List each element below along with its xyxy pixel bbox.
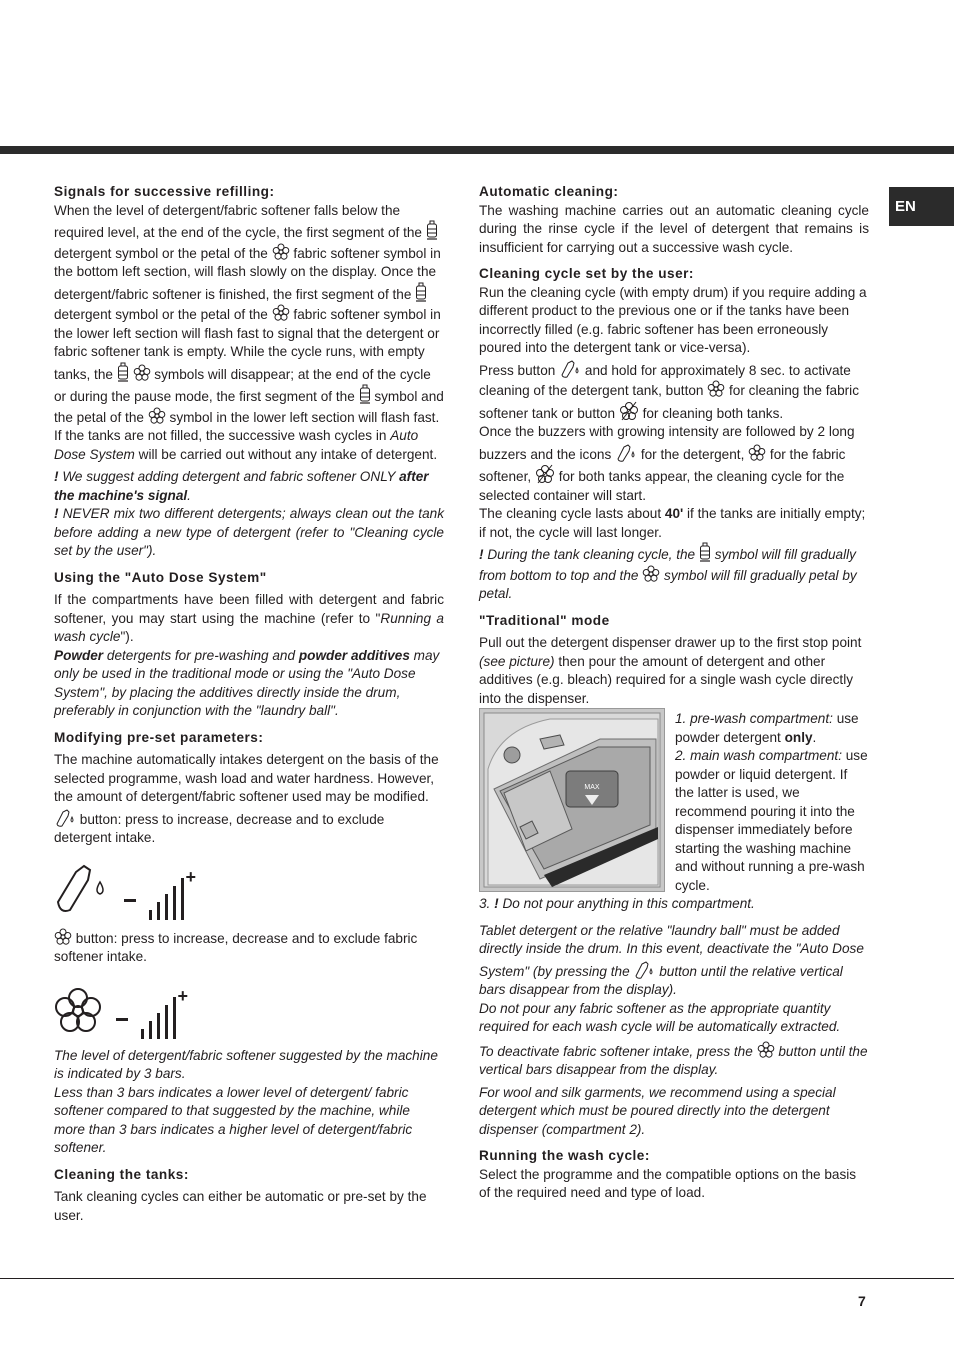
detergent-bottle-icon xyxy=(117,362,129,382)
warning-mixing: ! NEVER mix two different detergents; always clean out the tank before adding a new type of detergent (refer to "Cleaning cycle set by the user"). xyxy=(54,506,444,558)
detergent-bottle-icon xyxy=(415,282,427,302)
using-heading: Using the "Auto Dose System" xyxy=(54,569,267,585)
modify-heading: Modifying pre-set parameters: xyxy=(54,729,264,745)
language-tab: EN xyxy=(889,187,954,226)
flower-icon xyxy=(133,364,151,382)
minus-sign xyxy=(124,899,136,902)
traditional-heading: "Traditional" mode xyxy=(479,612,610,628)
level-paragraph: The level of detergent/fabric softener suggested by the machine is indicated by 3 bars. xyxy=(54,1047,438,1081)
softener-level-display xyxy=(54,981,444,1039)
flower-icon xyxy=(272,243,290,261)
buzzers-paragraph: Once the buzzers with growing intensity are followed by 2 long buzzers and the icons for the detergent, for the fabric softener, for both tanks appear, the cleaning cycle for the selected container will start. xyxy=(479,424,855,503)
footer-line xyxy=(0,1278,954,1279)
softener-auto-paragraph: Do not pour any fabric softener as the appropriate quantity required for each wash cycle will be automatically extracted. xyxy=(479,1000,841,1034)
large-flower-icon xyxy=(54,987,102,1039)
cleaning-heading: Cleaning the tanks: xyxy=(54,1166,189,1182)
flower-icon xyxy=(642,565,660,583)
header-bar xyxy=(0,146,954,154)
compartment-list xyxy=(675,708,869,895)
flower-icon xyxy=(272,304,290,322)
both-tanks-icon xyxy=(619,401,639,421)
auto-cleaning-paragraph: The washing machine carries out an automatic cleaning cycle during the rinse cycle if the level of detergent that remains is insufficient for carrying out a successive wash cycle. xyxy=(479,202,869,255)
deactivate-paragraph: To deactivate fabric softener intake, press the button until the vertical bars disappear from the display. xyxy=(479,1041,869,1080)
detergent-button-paragraph: button: press to increase, decrease and to exclude detergent intake. xyxy=(54,807,444,848)
both-tanks-icon xyxy=(535,464,555,484)
detergent-bottle-icon xyxy=(426,220,438,240)
duration-paragraph: The cleaning cycle lasts about 40' if the tanks are initially empty; if not, the cycle will last longer. xyxy=(479,506,866,540)
signals-paragraph: When the level of detergent/fabric softener falls below the required level, at the end of the cycle, the first segment of the detergent symbol or the petal of the fabric softener symbol in the bottom left section, will flash slowly on the display. Once the detergent/fabric softener is finished, the first segment of the detergent symbol or the petal of the fabric softener symbol in the lower left section will flash fast to signal that the detergent or fabric softener tank is empty. While the cycle runs, with empty tanks, the symbols will disappear; at the end of the cycle or during the pause mode, the first segment of the symbol and the petal of the symbol in the lower left section will flash fast. If the tanks are not filled, the successive wash cycles in Auto Dose System will be carried out without any intake of detergent. xyxy=(54,202,444,462)
minus-sign xyxy=(116,1018,128,1021)
user-cleaning-paragraph: Run the cleaning cycle (with empty drum) if you require adding a different product to the previous one or if the tanks have been incorrectly filled (e.g. fabric softener has been erroneously poured into the detergent tank or vice-versa). xyxy=(479,284,867,355)
flower-icon xyxy=(148,407,166,425)
running-paragraph: Select the programme and the compatible options on the basis of the required need and type of load. xyxy=(479,1166,857,1200)
running-heading: Running the wash cycle: xyxy=(479,1148,650,1163)
detergent-button-icon xyxy=(615,442,637,462)
large-detergent-icon xyxy=(54,862,110,920)
level-bars xyxy=(124,866,196,920)
powder-paragraph: Powder detergents for pre-washing and powder additives may only be used in the traditional mode or using the "Auto Dose System", by placing the additives directly inside the drum, preferably in conjunction with the "laundry ball". xyxy=(54,647,440,718)
flower-icon xyxy=(707,380,725,398)
compartment-2: 2. main wash compartment: use powder or liquid detergent. If the latter is used, we recommend pouring it into the dispenser immediately before starting the washing machine and without running a pre-wash cycle. xyxy=(675,748,868,893)
right-column xyxy=(479,183,869,1203)
auto-cleaning-heading: Automatic cleaning: xyxy=(479,184,619,199)
detergent-bottle-icon xyxy=(699,542,711,562)
user-cleaning-heading: Cleaning cycle set by the user: xyxy=(479,266,694,281)
flower-icon xyxy=(757,1041,775,1059)
traditional-paragraph: Pull out the detergent dispenser drawer up to the first stop point (see picture) then pour the amount of detergent and other additives (e.g. bleach) required for a single wash cycle directly into the dispenser. xyxy=(479,635,862,706)
plus-sign: + xyxy=(185,866,196,887)
warning-adding: ! We suggest adding detergent and fabric softener ONLY after the machine's signal. xyxy=(54,469,429,503)
using-paragraph: If the compartments have been filled with detergent and fabric softener, you may start using the machine (refer to "Running a wash cycle"). xyxy=(54,592,444,644)
flower-icon xyxy=(748,444,766,462)
detergent-button-icon xyxy=(633,959,655,979)
detergent-button-icon xyxy=(559,358,581,378)
flower-icon xyxy=(54,928,72,946)
modify-paragraph: The machine automatically intakes detergent on the basis of the selected programme, wash load and water hardness. However, the amount of detergent/fabric softener used may be modified. xyxy=(54,752,439,804)
page-number: 7 xyxy=(858,1293,866,1309)
press-button-paragraph: Press button and hold for approximately 8 sec. to activate cleaning of the detergent tank, button for cleaning the fabric softener tank or button for cleaning both tanks. xyxy=(479,358,869,424)
detergent-button-icon xyxy=(54,807,76,827)
max-label: MAX xyxy=(584,784,600,791)
level-bars xyxy=(116,985,188,1039)
dispenser-drawer-photo xyxy=(479,708,665,892)
tablet-paragraph: Tablet detergent or the relative "laundry ball" must be added directly inside the drum. In this event, deactivate the "Auto Dose System" (by pressing the button until the relative vertical bars disappear from the display). xyxy=(479,922,864,997)
level-paragraph-2: Less than 3 bars indicates a lower level of detergent/ fabric softener compared to that suggested by the machine, while more than 3 bars indicates a higher level of detergent/fabric softener. xyxy=(54,1084,413,1155)
detergent-level-display xyxy=(54,862,444,920)
fill-note: ! During the tank cleaning cycle, the symbol will fill gradually from bottom to top and the symbol will fill gradually petal by petal. xyxy=(479,542,869,604)
detergent-bottle-icon xyxy=(359,384,371,404)
softener-button-paragraph: button: press to increase, decrease and to exclude fabric softener intake. xyxy=(54,928,444,967)
signals-heading: Signals for successive refilling: xyxy=(54,184,275,199)
plus-sign: + xyxy=(177,985,188,1006)
left-column xyxy=(54,183,444,1225)
compartment-1: 1. pre-wash compartment: use powder detergent only. xyxy=(675,711,859,745)
compartment-3: 3. ! Do not pour anything in this compartment. xyxy=(479,896,755,911)
cleaning-paragraph: Tank cleaning cycles can either be automatic or pre-set by the user. xyxy=(54,1189,427,1223)
wool-paragraph: For wool and silk garments, we recommend using a special detergent which must be poured directly into the detergent dispenser (compartment 2). xyxy=(479,1084,836,1137)
